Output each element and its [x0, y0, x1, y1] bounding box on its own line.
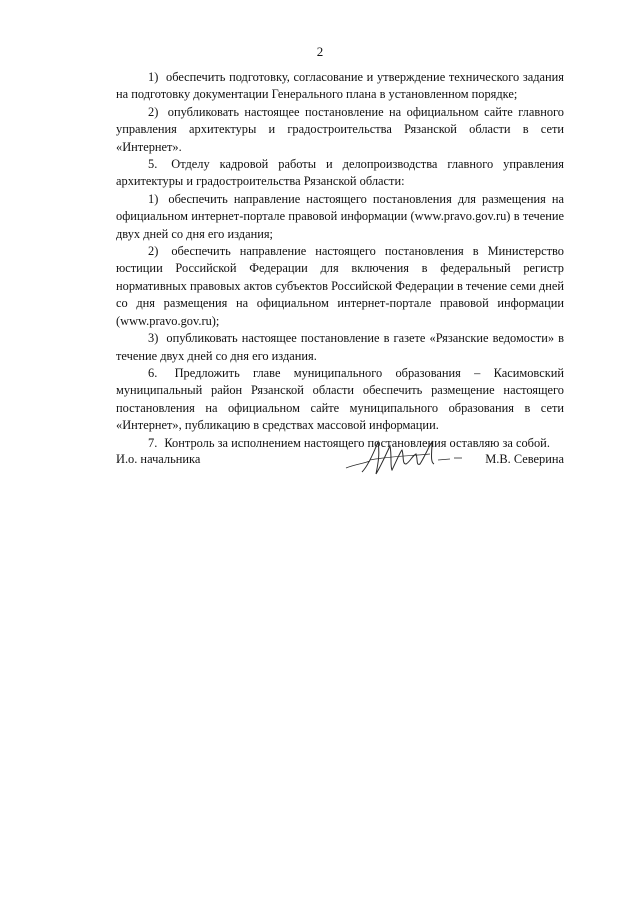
document-body: [116, 69, 564, 452]
paragraph-number: 1): [148, 70, 159, 84]
paragraph-item-1-task: [116, 69, 564, 104]
paragraph-text: обеспечить направление настоящего постановления для размещения на официальном интернет-портале правовой информации (www.pravo.gov.ru) в течение двух дней со дня его издания;: [116, 191, 564, 241]
paragraph-text: Предложить главе муниципального образования – Касимовский муниципальный район Рязанской области обеспечить размещение настоящего постановления на официальном сайте муниципального образования в сети «Интернет», публикацию в средствах массовой информации.: [116, 365, 564, 433]
paragraph-number: 7.: [148, 435, 158, 450]
paragraph-number: 5.: [148, 157, 158, 172]
page-number: 2: [316, 44, 324, 59]
paragraph-6-municipality: [116, 365, 564, 435]
signatory-position: И.о. начальника: [116, 452, 201, 466]
paragraph-5-item-2: [116, 243, 564, 330]
handwritten-signature: [340, 434, 470, 482]
paragraph-item-2-publish: [116, 104, 564, 156]
paragraph-text: опубликовать настоящее постановление в газете «Рязанские ведомости» в течение двух дней со дня его издания.: [116, 331, 564, 363]
paragraph-5-item-1: [116, 191, 564, 243]
paragraph-text: Отделу кадровой работы и делопроизводства главного управления архитектуры и градостроительства Рязанской области:: [116, 157, 564, 189]
paragraph-text: опубликовать настоящее постановление на официальном сайте главного управления архитектуры и градостроительства Рязанской области в сети «Интернет».: [116, 104, 564, 154]
paragraph-number: 1): [148, 191, 159, 206]
signatory-name: М.В. Северина: [485, 452, 564, 466]
signature-block: [116, 446, 564, 486]
paragraph-text: обеспечить подготовку, согласование и утверждение технического задания на подготовку документации Генерального плана в установленном порядке;: [116, 70, 564, 102]
paragraph-text: обеспечить направление настоящего постановления в Министерство юстиции Российской Федерации для включения в федеральный регистр нормативных правовых актов субъектов Российской Федерации в течение семи дней со дня размещения на официальном интернет-портале правовой информации (www.pravo.gov.ru);: [116, 244, 564, 328]
paragraph-5-hr-department: [116, 156, 564, 191]
paragraph-number: 2): [148, 104, 159, 119]
paragraph-5-item-3: [116, 330, 564, 365]
paragraph-number: 6.: [148, 365, 158, 380]
paragraph-number: 3): [148, 331, 159, 346]
paragraph-text: Контроль за исполнением настоящего постановления оставляю за собой.: [164, 435, 550, 450]
paragraph-number: 2): [148, 244, 159, 259]
